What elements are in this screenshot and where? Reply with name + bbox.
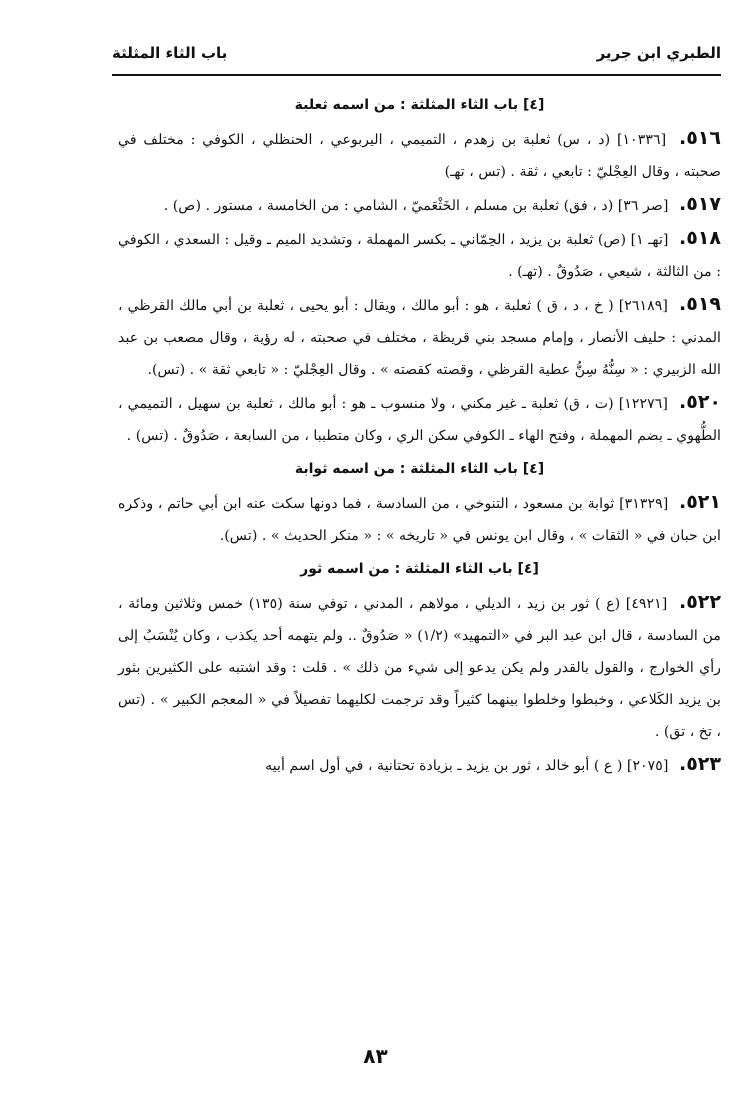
page-body	[118, 88, 721, 782]
running-header	[112, 44, 721, 70]
page-number: ٨٣	[363, 1044, 388, 1068]
entry-517	[118, 188, 721, 222]
entry-text: [٢٦١٨٩] ( خ ، د ، ق ) ثعلبة ، هو : أبو مالك ، ويقال : أبو يحيى ، ثعلبة بن أبي مالك القرظي ، المدني : حليف الأنصار ، وإمام مسجد بني قريظة ، مختلف في صحبته ، له رؤية ، وقال مصعب بن عبد الله الزبيري : « سِنُّهُ سِنُّ عطية القرظي ، وقصته كقصته » . وقال العِجْليّ : « تابعي ثقة » . (تس).	[118, 298, 721, 378]
entry-number: ٥١٨.	[678, 227, 721, 249]
entry-number: ٥٢٣.	[678, 753, 721, 775]
entry-number: ٥١٧.	[678, 193, 721, 215]
chapter-title: باب الثاء المثلثة	[112, 44, 228, 62]
entry-518	[118, 222, 721, 288]
book-title: الطبري ابن جرير	[596, 44, 721, 62]
section-heading-thawaba: [٤] باب الثاء المثلثة : من اسمه ثوابة	[294, 461, 545, 477]
section-heading-thaalaba: [٤] باب الثاء المثلثة : من اسمه ثعلبة	[294, 97, 545, 113]
entry-516	[118, 122, 721, 188]
entry-text: [٣١٣٢٩] ثوابة بن مسعود ، التنوخي ، من السادسة ، فما دونها سكت عنه ابن أبي حاتم ، وذكره ابن حبان في « الثقات » ، وقال ابن يونس في « تاريخه » : « منكر الحديث » . (تس).	[118, 496, 721, 544]
entry-text: [٢٠٧٥] ( ع ) أبو خالد ، ثور بن يزيد ـ بزيادة تحتانية ، في أول اسم أبيه	[265, 758, 669, 774]
entry-number: ٥٢٢.	[678, 591, 721, 613]
entry-521	[118, 486, 721, 552]
entry-number: ٥٢١.	[678, 491, 721, 513]
entry-523	[118, 748, 721, 782]
entry-number: ٥٢٠.	[679, 391, 722, 413]
entry-text: [تهـ ١] (ص) ثعلبة بن يزيد ، الحِمّاني ـ بكسر المهملة ، وتشديد الميم ـ وقيل : السعدي ، الكوفي : من الثالثة ، شيعي ، صَدُوقٌ . (تهـ) .	[118, 232, 721, 280]
entry-522	[118, 586, 721, 748]
section-heading-thawr: [٤] باب الثاء المثلثة : من اسمه ثور	[300, 561, 539, 577]
entry-number: ٥١٩.	[679, 293, 722, 315]
entry-number: ٥١٦.	[678, 127, 721, 149]
entry-text: [٤٩٢١] (ع ) ثور بن زيد ، الديلي ، مولاهم ، المدني ، توفي سنة (١٣٥) خمس وثلاثين ومائة ، من السادسة ، قال ابن عبد البر في «التمهيد» (١/٢) « صَدُوقٌ .. ولم يتهمه أحد يكذب ، وكان يُنْسَبُ إلى رأي الخوارج ، والقول بالقدر ولم يكن يدعو إلى شيء من ذلك » . قلت : وقد اشتبه على الكثيرين بثور بن يزيد الكَلاعي ، وخبطوا وخلطوا بينهما كثيراً وقد ترجمت لكليهما تفصيلاً في « المعجم الكبير » . (تس ، تخ ، تق) .	[118, 596, 721, 740]
entry-519	[118, 288, 721, 386]
entry-520	[118, 386, 721, 452]
entry-text: [١٠٣٣٦] (د ، س) ثعلبة بن زهدم ، التميمي ، اليربوعي ، الحنظلي ، الكوفي : مختلف في صحبته ، وقال العِجْليّ : تابعي ، ثقة . (تس ، تهـ)	[118, 132, 721, 180]
entry-text: [صر ٣٦] (د ، فق) ثعلبة بن مسلم ، الخَثْعَميّ ، الشامي : من الخامسة ، مستور . (ص) .	[163, 198, 669, 214]
entry-text: [١٢٢٧٦] (ت ، ق) ثعلبة ـ غير مكني ، ولا منسوب ـ هو : أبو مالك ، ثعلبة بن سهيل ، التميمي ، الطُّهوي ـ بضم المهملة ، وفتح الهاء ـ الكوفي سكن الري ، وكان متطببا ، من السابعة ، صَدُوقٌ . (تس) .	[118, 396, 721, 444]
header-rule	[112, 74, 721, 76]
